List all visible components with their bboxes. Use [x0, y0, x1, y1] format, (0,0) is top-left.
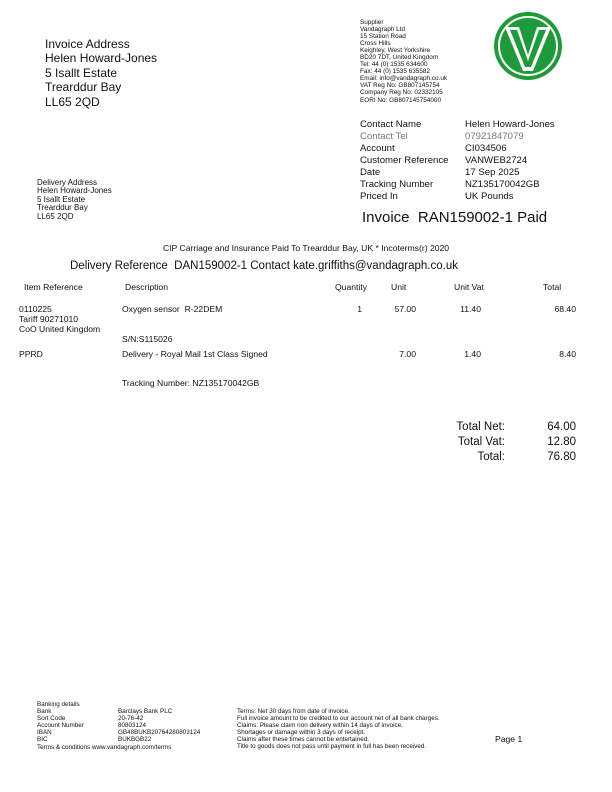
invoice-address-heading: Invoice Address: [45, 37, 130, 51]
company-logo: [493, 11, 563, 81]
supplier-line: BD20 7DT, United Kingdom: [360, 54, 439, 62]
invoice-title: Invoice RAN159002-1 Paid: [362, 209, 548, 226]
item-unit-price: 57.00: [394, 304, 416, 314]
supplier-line: Supplier: [360, 19, 384, 26]
bic-label: BIC: [37, 736, 48, 744]
account-number-label: Account Number: [37, 722, 84, 730]
column-header-unit-vat: Unit Vat: [454, 282, 484, 292]
tracking-number-value: NZ135170042GB: [465, 179, 540, 190]
delivery-address-line: LL65 2QD: [37, 211, 74, 221]
total-vat-value: 12.80: [547, 436, 576, 448]
supplier-line: 15 Station Road: [360, 33, 406, 41]
supplier-line: VAT Reg No: GB807145754: [360, 82, 440, 90]
terms-line: Full invoice amount to be credited to our account net of all bank charges.: [237, 715, 440, 723]
page-number: Page 1: [495, 734, 523, 744]
terms-line: Claims after these times cannot be entertained.: [237, 736, 369, 744]
supplier-line: Tel: 44 (0) 1535 634600: [360, 61, 428, 69]
bic-value: BUKBGB22: [118, 736, 152, 744]
contact-tel-value: 07921847079: [465, 131, 524, 142]
contact-name-label: Contact Name: [360, 119, 422, 130]
delivery-address-heading: Delivery Address: [37, 178, 98, 187]
delivery-address-line: 5 Isallt Estate: [37, 194, 86, 204]
contact-name-value: Helen Howard-Jones: [465, 119, 555, 130]
item-description: Oxygen sensor R-22DEM: [122, 304, 223, 314]
bank-label: Bank: [37, 708, 52, 716]
supplier-line: EORI No: GB807145754000: [360, 96, 442, 104]
tracking-number-label: Tracking Number: [360, 179, 434, 190]
delivery-reference: Delivery Reference DAN159002-1 Contact kate.griffiths@vandagraph.co.uk: [70, 260, 458, 272]
column-header-unit: Unit: [391, 282, 407, 292]
item-reference: PPRD: [19, 349, 43, 359]
account-value: CI034506: [465, 143, 507, 154]
invoice-address-line: Helen Howard-Jones: [45, 51, 158, 66]
item-total: 8.40: [559, 349, 576, 359]
total-value: 76.80: [547, 451, 576, 463]
country-of-origin: CoO United Kingdom: [19, 324, 101, 334]
invoice-address: [45, 37, 157, 109]
supplier-line: Keighley, West Yorkshire: [360, 47, 431, 55]
column-header-total: Total: [543, 282, 562, 292]
tariff-code: Tariff 90271010: [19, 314, 79, 324]
invoice-address-line: 5 Isallt Estate: [45, 65, 118, 80]
incoterms-line: CIP Carriage and Insurance Paid To Trearddur Bay, UK * Incoterms(r) 2020: [162, 243, 450, 253]
serial-number: S/N:S115026: [122, 334, 173, 344]
terms-line: Shortages or damage within 3 days of receipt.: [237, 729, 366, 737]
date-label: Date: [360, 167, 381, 178]
total-vat-label: Total Vat:: [457, 436, 505, 448]
invoice-address-line: Trearddur Bay: [45, 80, 122, 95]
tracking-number-note: Tracking Number: NZ135170042GB: [122, 378, 260, 388]
item-total: 68.40: [554, 304, 576, 314]
banking-heading: Banking details: [37, 701, 80, 708]
iban-value: GB48BUKB20764280803124: [118, 729, 201, 737]
customer-reference-label: Customer Reference: [360, 155, 449, 166]
sort-code-value: 20-76-42: [118, 715, 144, 723]
priced-in-value: UK Pounds: [465, 191, 514, 202]
item-unit-vat: 1.40: [464, 349, 481, 359]
date-value: 17 Sep 2025: [465, 167, 520, 178]
delivery-address: [37, 179, 112, 221]
payment-terms: [237, 708, 440, 751]
iban-label: IBAN: [37, 729, 52, 737]
supplier-line: Cross Hills: [360, 40, 391, 48]
item-quantity: 1: [357, 304, 362, 314]
bank-value: Barclays Bank PLC: [118, 708, 173, 716]
terms-line: Title to goods does not pass until payment in full has been received.: [237, 743, 427, 751]
banking-details: [37, 701, 201, 751]
delivery-address-line: Helen Howard-Jones: [37, 186, 112, 196]
invoice-address-line: LL65 2QD: [45, 94, 100, 109]
account-label: Account: [360, 143, 395, 154]
total-net-value: 64.00: [547, 421, 576, 433]
column-header-item-reference: Item Reference: [24, 282, 83, 292]
terms-line: Terms: Net 30 days from date of invoice.: [237, 708, 350, 715]
sort-code-label: Sort Code: [37, 715, 66, 723]
terms-conditions-link[interactable]: Terms & conditions www.vandagraph.com/terms: [37, 743, 172, 751]
supplier-line: Vandagraph Ltd: [360, 26, 406, 34]
item-reference: 0110225: [19, 304, 52, 314]
supplier-line: Email: info@vandagraph.co.uk: [360, 75, 448, 83]
contact-tel-label: Contact Tel: [360, 131, 408, 142]
supplier-line: Fax: 44 (0) 1535 635582: [360, 68, 430, 76]
item-unit-vat: 11.40: [460, 304, 481, 314]
column-header-quantity: Quantity: [335, 282, 368, 292]
customer-reference-value: VANWEB2724: [465, 155, 528, 166]
account-number-value: 80803124: [118, 722, 147, 730]
item-description: Delivery - Royal Mail 1st Class Signed: [122, 349, 268, 359]
column-header-description: Description: [125, 282, 168, 292]
supplier-details: [360, 19, 447, 104]
item-unit-price: 7.00: [399, 349, 416, 359]
total-label: Total:: [477, 451, 505, 463]
supplier-line: Company Reg No: 02332105: [360, 89, 443, 97]
priced-in-label: Priced In: [360, 191, 398, 202]
terms-line: Claims: Please claim non delivery within 14 days of invoice.: [237, 722, 403, 730]
total-net-label: Total Net:: [456, 421, 505, 433]
delivery-address-line: Trearddur Bay: [37, 203, 88, 213]
